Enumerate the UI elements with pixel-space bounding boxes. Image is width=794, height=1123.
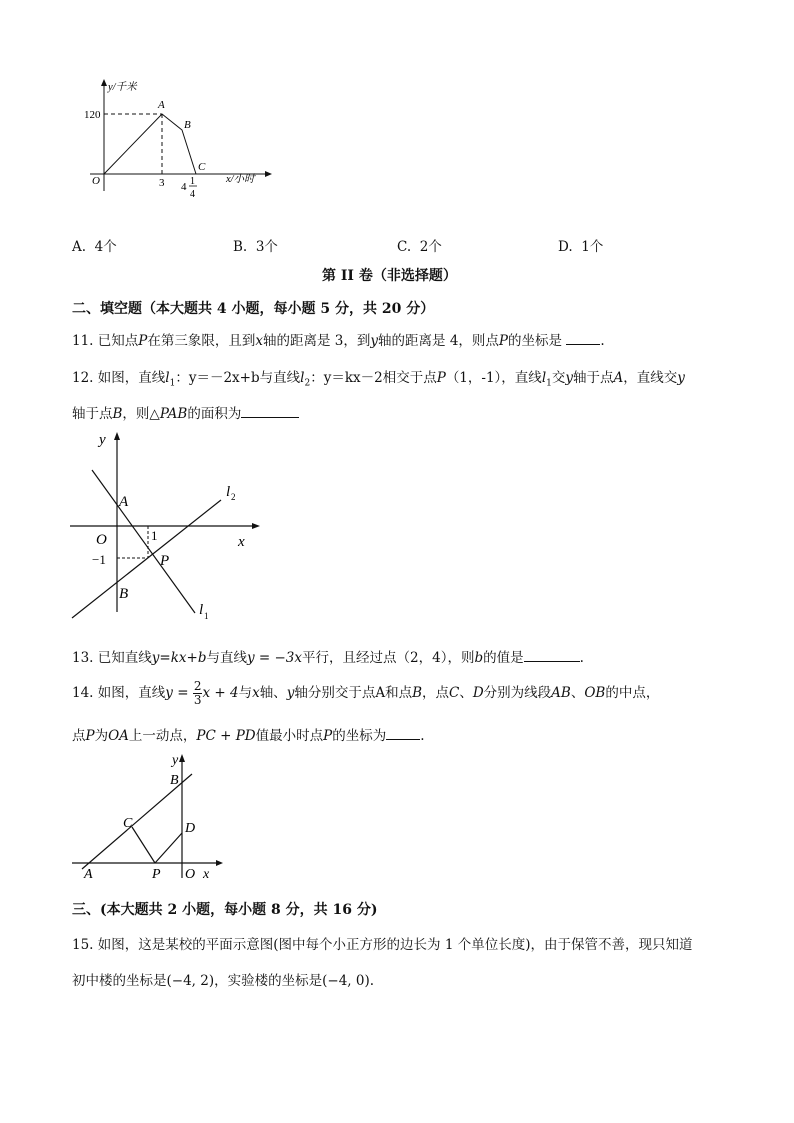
segment-cp	[132, 827, 155, 863]
y-label: y	[99, 432, 106, 448]
point-b-label: B	[184, 119, 191, 131]
question-15: 15. 如图，这是某校的平面示意图(图中每个小正方形的边长为 1 个单位长度)，由于保管不善，现只知道	[72, 937, 693, 953]
origin-label: O	[96, 532, 107, 548]
section-heading-3: 三、(本大题共 2 小题，每小题 8 分，共 16 分)	[72, 902, 378, 918]
question-15-line2: 初中楼的坐标是(−4, 2)，实验楼的坐标是(−4, 0).	[72, 973, 375, 989]
volume-title: 第 II 卷（非选择题）	[322, 268, 457, 284]
question-13: 13. 已知直线y=kx+b与直线y = −3x平行，且经过点（2，4），则b的值是 .	[72, 650, 584, 666]
fraction-two-thirds: $\frac{2}{3}$	[193, 679, 202, 707]
line-l1	[92, 470, 195, 613]
line-l1-subscript: 1	[204, 611, 209, 621]
x-label: x	[238, 534, 245, 550]
answer-blank-11[interactable]	[566, 344, 600, 345]
pc-pd-figure	[68, 750, 228, 885]
section-heading-fill-in: 二、填空题（本大题共 4 小题，每小题 5 分，共 20 分）	[72, 301, 435, 317]
point-p-label: P	[160, 553, 170, 569]
answer-blank-12[interactable]	[241, 417, 299, 418]
option-d: D. 1个	[558, 239, 604, 255]
graph-path	[104, 114, 196, 174]
point-c-label: C	[123, 816, 133, 831]
answer-blank-14[interactable]	[386, 739, 420, 740]
point-b-label: B	[119, 586, 129, 602]
line-l2-label: l	[226, 484, 231, 500]
question-11: 11. 已知点P在第三象限，且到x轴的距离是 3，到y轴的距离是 4，则点P的坐标是 .	[72, 333, 605, 349]
two-lines-figure	[64, 428, 264, 628]
x-label: x	[203, 867, 210, 882]
tick-neg-one: −1	[92, 552, 106, 567]
tick-one: 1	[151, 528, 158, 543]
point-d-label: D	[185, 821, 196, 836]
y-axis-label: y/千米	[108, 82, 137, 93]
line-ab	[82, 774, 192, 869]
y-tick-120: 120	[84, 109, 101, 121]
answer-blank-13[interactable]	[524, 661, 580, 662]
origin-label: O	[92, 175, 100, 187]
segment-pd	[155, 833, 182, 863]
option-a: A. 4个	[72, 239, 117, 255]
distance-time-graph	[80, 76, 280, 206]
x-tick-den: 4	[190, 189, 195, 200]
line-l2-subscript: 2	[231, 492, 236, 502]
y-label: y	[172, 753, 179, 768]
point-p-label: P	[152, 867, 161, 882]
origin-label: O	[185, 867, 196, 882]
option-b: B. 3个	[233, 239, 278, 255]
x-axis-label: x/小时	[226, 174, 255, 185]
question-14-line2: 点P为OA上一动点，PC + PD值最小时点P的坐标为 .	[72, 728, 425, 744]
point-a-label: A	[119, 494, 129, 510]
point-b-label: B	[170, 773, 179, 788]
point-a-label: A	[158, 99, 165, 111]
question-12-line2: 轴于点B，则△PAB的面积为	[72, 402, 299, 422]
line-l1-label: l	[199, 602, 204, 618]
question-14: 14. 如图，直线y = $\frac{2}{3}$ x + 4与x轴、y轴分别交于点A和点B，点C、D分别为线段AB、OB的中点，	[72, 679, 660, 707]
x-tick-3: 3	[159, 177, 165, 189]
x-tick-int: 4	[181, 181, 187, 193]
point-c-label: C	[198, 161, 206, 173]
x-tick-num: 1	[190, 176, 195, 187]
point-a-label: A	[84, 867, 93, 882]
option-c: C. 2个	[397, 239, 442, 255]
question-12: 12. 如图，直线$l_1$：y＝－2x+b与直线$l_2$：y＝kx－2相交于点P（1，-1），直线$l_1$交y轴于点A，直线交y	[72, 370, 685, 389]
